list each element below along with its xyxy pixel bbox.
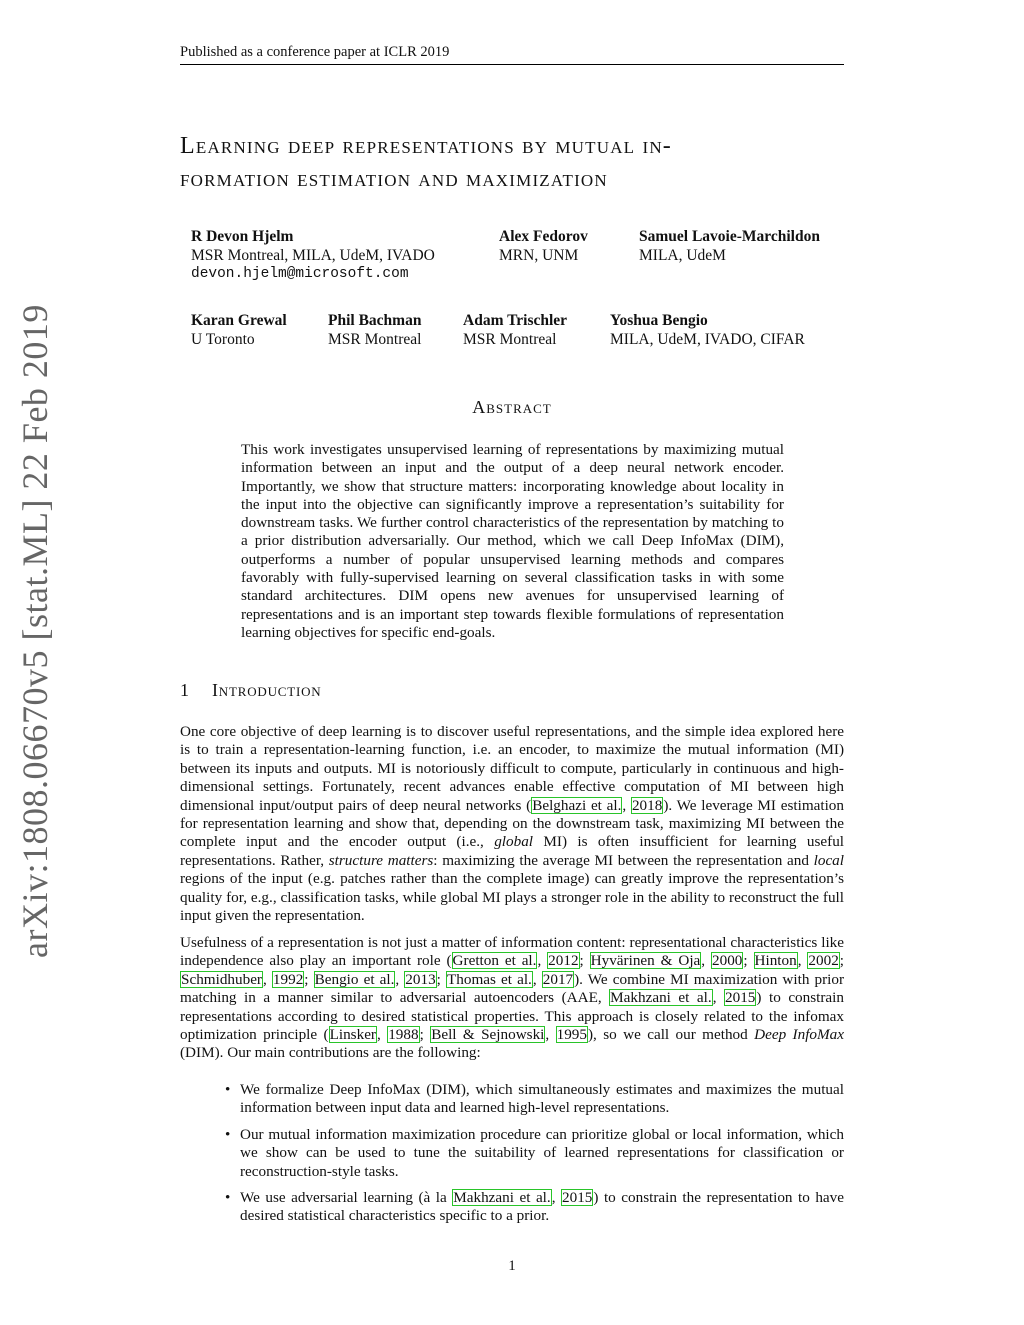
list-item bbox=[222, 1081, 844, 1118]
citation-link[interactable]: Schmidhuber bbox=[181, 970, 262, 988]
emphasis: global bbox=[494, 833, 534, 851]
author-bengio bbox=[610, 312, 805, 349]
citation-year-link[interactable]: 2015 bbox=[725, 989, 756, 1007]
citation-link[interactable]: Makhzani et al. bbox=[610, 989, 712, 1007]
author-name: Adam Trischler bbox=[463, 312, 568, 329]
author-fedorov bbox=[499, 228, 588, 265]
citation-link[interactable]: Thomas et al. bbox=[447, 970, 532, 988]
citation-year-link[interactable]: 2018 bbox=[631, 796, 663, 814]
citation-link[interactable]: Belghazi et al. bbox=[532, 796, 622, 814]
citation-year-link[interactable]: 1995 bbox=[556, 1026, 587, 1044]
citation-year-link[interactable]: 1988 bbox=[388, 1026, 419, 1044]
text-run: ), so we call our method bbox=[587, 1026, 755, 1044]
author-affiliation: MSR Montreal bbox=[463, 330, 557, 348]
text-run: ). We leverage MI estimation for representation learning and show that, depending on the downstream task, maximizing MI between the complete input and the encoder output (i.e., bbox=[180, 796, 844, 851]
author-bachman bbox=[328, 312, 421, 349]
text-run: MI) is often insufficient for learning useful representations. Rather, bbox=[180, 833, 845, 869]
author-lavoie-marchildon bbox=[639, 228, 820, 265]
abstract-heading: Abstract bbox=[472, 397, 552, 417]
abstract-text: This work investigates unsupervised learning of representations by maximizing mutual information between an input and the output of a deep neural network encoder. Importantly, we show that structure matters: incorporating knowledge about locality in the input into the objective can significantly improve a representation’s suitability for downstream tasks. We further control characteristics of the representation by matching to a prior distribution adversarially. Our method, which we call Deep InfoMax (DIM), outperforms a number of popular unsupervised learning methods and compares favorably with fully-supervised learning on several classification tasks in with some standard architectures. DIM opens new avenues for unsupervised learning of representations and is an important step towards flexible formulations of representation learning objectives for specific end-goals. bbox=[241, 441, 784, 641]
citation-link[interactable]: Makhzani et al. bbox=[453, 1189, 551, 1207]
section-number: 1 bbox=[180, 680, 190, 700]
author-affiliation: MSR Montreal bbox=[328, 330, 422, 348]
author-trischler bbox=[463, 312, 567, 349]
text-run: One core objective of deep learning is to discover useful representations, and the simple idea explored here is to train a representation-learning function, i.e. an encoder, to maximize the mutual information (MI) between its inputs and outputs. MI is notoriously difficult to compute, particularly in continuous and high-dimensional settings. Fortunately, recent advances enable effective computation of MI between high dimensional input/output pairs of deep neural networks ( bbox=[180, 723, 844, 814]
citation-link[interactable]: Bengio et al. bbox=[314, 970, 395, 988]
emphasis: structure matters bbox=[328, 851, 434, 869]
text-run: : maximizing the average MI between the representation and bbox=[433, 851, 814, 869]
bullet-icon: • bbox=[225, 1189, 231, 1207]
author-name: Samuel Lavoie-Marchildon bbox=[639, 228, 820, 245]
title-line-1: Learning deep representations by mutual in- bbox=[180, 133, 672, 159]
author-grewal bbox=[191, 312, 287, 349]
contributions-list bbox=[222, 1081, 844, 1234]
author-affiliation: U Toronto bbox=[191, 330, 255, 348]
list-item bbox=[222, 1126, 844, 1181]
citation-link[interactable]: Hinton bbox=[754, 952, 797, 970]
intro-paragraph-1 bbox=[180, 723, 844, 925]
paper-title bbox=[180, 130, 860, 196]
citation-link[interactable]: Gretton et al. bbox=[452, 952, 537, 970]
emphasis: Deep InfoMax bbox=[754, 1026, 845, 1044]
bullet-icon: • bbox=[225, 1125, 231, 1143]
citation-year-link[interactable]: 2012 bbox=[548, 952, 579, 970]
emphasis: local bbox=[813, 851, 844, 869]
author-affiliation: MRN, UNM bbox=[499, 246, 579, 264]
arxiv-identifier: arXiv:1808.06670v5 [stat.ML] 22 Feb 2019 bbox=[15, 304, 55, 958]
list-item-text: ) to constrain the representation to have desired statistical characteristics specific to a prior. bbox=[240, 1189, 844, 1225]
list-item: • We use adversarial learning (à la Makhzani et al., 2015) to constrain the representation to have desired statistical characteristics specific to a prior. bbox=[225, 1189, 844, 1225]
text-run: Usefulness of a representation is not just a matter of information content: representational characteristics like independence also play an important role ( bbox=[180, 934, 844, 970]
citation-year-link[interactable]: 2015 bbox=[562, 1189, 593, 1207]
author-name: R Devon Hjelm bbox=[191, 228, 294, 245]
citation-year-link[interactable]: 2017 bbox=[542, 970, 574, 988]
author-name: Yoshua Bengio bbox=[610, 312, 708, 329]
bullet-icon: • bbox=[225, 1081, 231, 1098]
text-run: regions of the input (e.g. patches rather than the complete image) can greatly improve the representation’s quality for, e.g., classification tasks, while global MI plays a stronger role in the ability to reconstruct the full input given the representation. bbox=[180, 870, 844, 925]
section-heading-introduction bbox=[180, 680, 321, 701]
title-line-2: formation estimation and maximization bbox=[180, 166, 608, 192]
page-number: 1 bbox=[508, 1258, 516, 1274]
author-affiliation: MILA, UdeM bbox=[639, 246, 726, 264]
citation-year-link[interactable]: 1992 bbox=[272, 970, 304, 988]
citation-year-link[interactable]: 2002 bbox=[808, 952, 839, 970]
text-run: ). We combine MI maximization with prior matching in a manner similar to adversarial autoencoders (AAE, bbox=[180, 970, 845, 1007]
author-name: Phil Bachman bbox=[328, 312, 422, 329]
citation-year-link[interactable]: 2013 bbox=[405, 970, 436, 988]
author-name: Karan Grewal bbox=[191, 312, 287, 329]
list-item-text: We use adversarial learning (à la bbox=[240, 1189, 453, 1207]
list-item-text: We formalize Deep InfoMax (DIM), which simultaneously estimates and maximizes the mutual information between input data and learned high-level representations. bbox=[240, 1081, 844, 1117]
author-hjelm bbox=[191, 228, 435, 284]
citation-link[interactable]: Bell & Sejnowski bbox=[431, 1026, 545, 1044]
text-run: , bbox=[622, 796, 631, 814]
conference-header: Published as a conference paper at ICLR 2019 bbox=[180, 44, 844, 65]
intro-paragraph-2: Usefulness of a representation is not just a matter of information content: representational characteristics like independence also play an important role (Gretton et al., 2012; Hyvärinen & Oja, 2000; Hinton, 2002; Schmidhuber, 1992; Bengio et al., 2013; Thomas et al., 2017). We combine MI maximization with prior matching in a manner similar to adversarial autoencoders (AAE, Makhzani et al., 2015) to constrain representations according to desired statistical properties. This approach is closely related to the infomax optimization principle (Linsker, 1988; Bell & Sejnowski, 1995), so we call our method Deep InfoMax (DIM). Our main contributions are the following: bbox=[180, 934, 845, 1062]
author-affiliation: MILA, UdeM, IVADO, CIFAR bbox=[610, 330, 805, 348]
author-name: Alex Fedorov bbox=[499, 228, 588, 245]
author-affiliation: MSR Montreal, MILA, UdeM, IVADO bbox=[191, 246, 435, 264]
author-email[interactable]: devon.hjelm@microsoft.com bbox=[191, 266, 409, 282]
citation-link[interactable]: Hyvärinen & Oja bbox=[590, 952, 701, 970]
citation-year-link[interactable]: 2000 bbox=[712, 952, 743, 970]
citation-link[interactable]: Linsker bbox=[329, 1026, 376, 1044]
section-title: Introduction bbox=[212, 680, 322, 700]
text-run: ) to constrain representations according to desired statistical properties. This approach is closely related to the infomax optimization principle ( bbox=[180, 989, 844, 1044]
list-item-text: Our mutual information maximization procedure can prioritize global or local information, which we show can be used to tune the suitability of learned representations for classification or reconstruction-style tasks. bbox=[240, 1125, 844, 1180]
text-run: (DIM). Our main contributions are the following: bbox=[180, 1044, 481, 1062]
